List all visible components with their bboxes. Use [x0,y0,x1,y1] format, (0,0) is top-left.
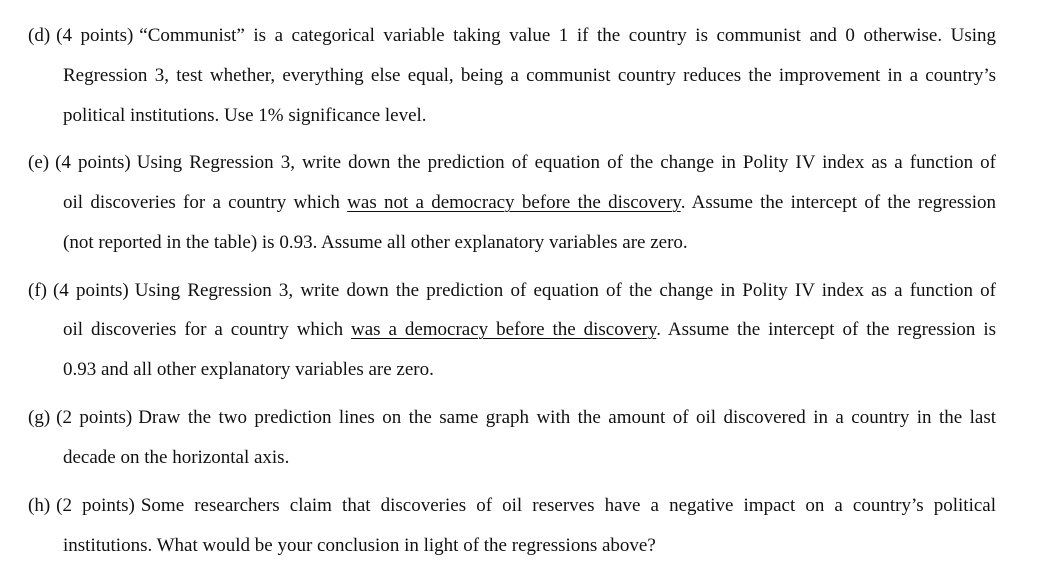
question-d-letter: (d) [28,25,51,46]
question-f-line-1 [28,280,996,302]
question-f-text-2-post: . Assume the intercept of the regression is [656,319,996,340]
question-g-letter: (g) [28,407,51,428]
question-h-letter: (h) [28,495,51,516]
question-e-text-1: Using Regression 3, write down the prediction of equation of the change in Polity IV index as a function of [136,152,996,173]
question-e-text-3: (not reported in the table) is 0.93. Assume all other explanatory variables are zero. [63,232,688,253]
question-e-line-2 [63,192,996,214]
question-f-letter: (f) [28,280,47,301]
question-d-line-1 [28,25,996,47]
question-e-letter: (e) [28,152,50,173]
question-f-text-1: Using Regression 3, write down the prediction of equation of the change in Polity IV index as a function of [134,280,996,301]
question-f-underlined-condition: was a democracy before the discovery [351,319,657,340]
question-g-line-1 [28,407,996,429]
question-e-underlined-condition: was not a democracy before the discovery [347,192,681,213]
question-d-text-1: “Communist” is a categorical variable taking value 1 if the country is communist and 0 otherwise. Using [139,25,997,46]
question-e-points: (4 points) [55,152,131,173]
question-g-text-2: decade on the horizontal axis. [63,447,290,468]
question-d-text-2: Regression 3, test whether, everything else equal, being a communist country reduces the improvement in a country’s [63,65,996,86]
question-g-text-1: Draw the two prediction lines on the same graph with the amount of oil discovered in a country in the last [138,407,996,428]
question-g-points: (2 points) [56,407,133,428]
question-h-line-1 [28,495,996,517]
question-f-points: (4 points) [52,280,129,301]
question-e-text-2-post: . Assume the intercept of the regression [680,192,996,213]
question-d-points: (4 points) [56,25,134,46]
question-h-points: (2 points) [56,495,135,516]
question-f-text-2-pre: oil discoveries for a country which [63,319,352,340]
question-f-line-2 [63,319,996,341]
question-h-text-2: institutions. What would be your conclusion in light of the regressions above? [63,535,656,556]
question-e-line-1 [28,152,996,174]
question-d-text-3: political institutions. Use 1% significance level. [63,105,427,126]
question-f-text-3: 0.93 and all other explanatory variables are zero. [63,359,434,380]
question-h-text-1: Some researchers claim that discoveries of oil reserves have a negative impact on a country’s political [140,495,996,516]
question-e-text-2-pre: oil discoveries for a country which [63,192,348,213]
